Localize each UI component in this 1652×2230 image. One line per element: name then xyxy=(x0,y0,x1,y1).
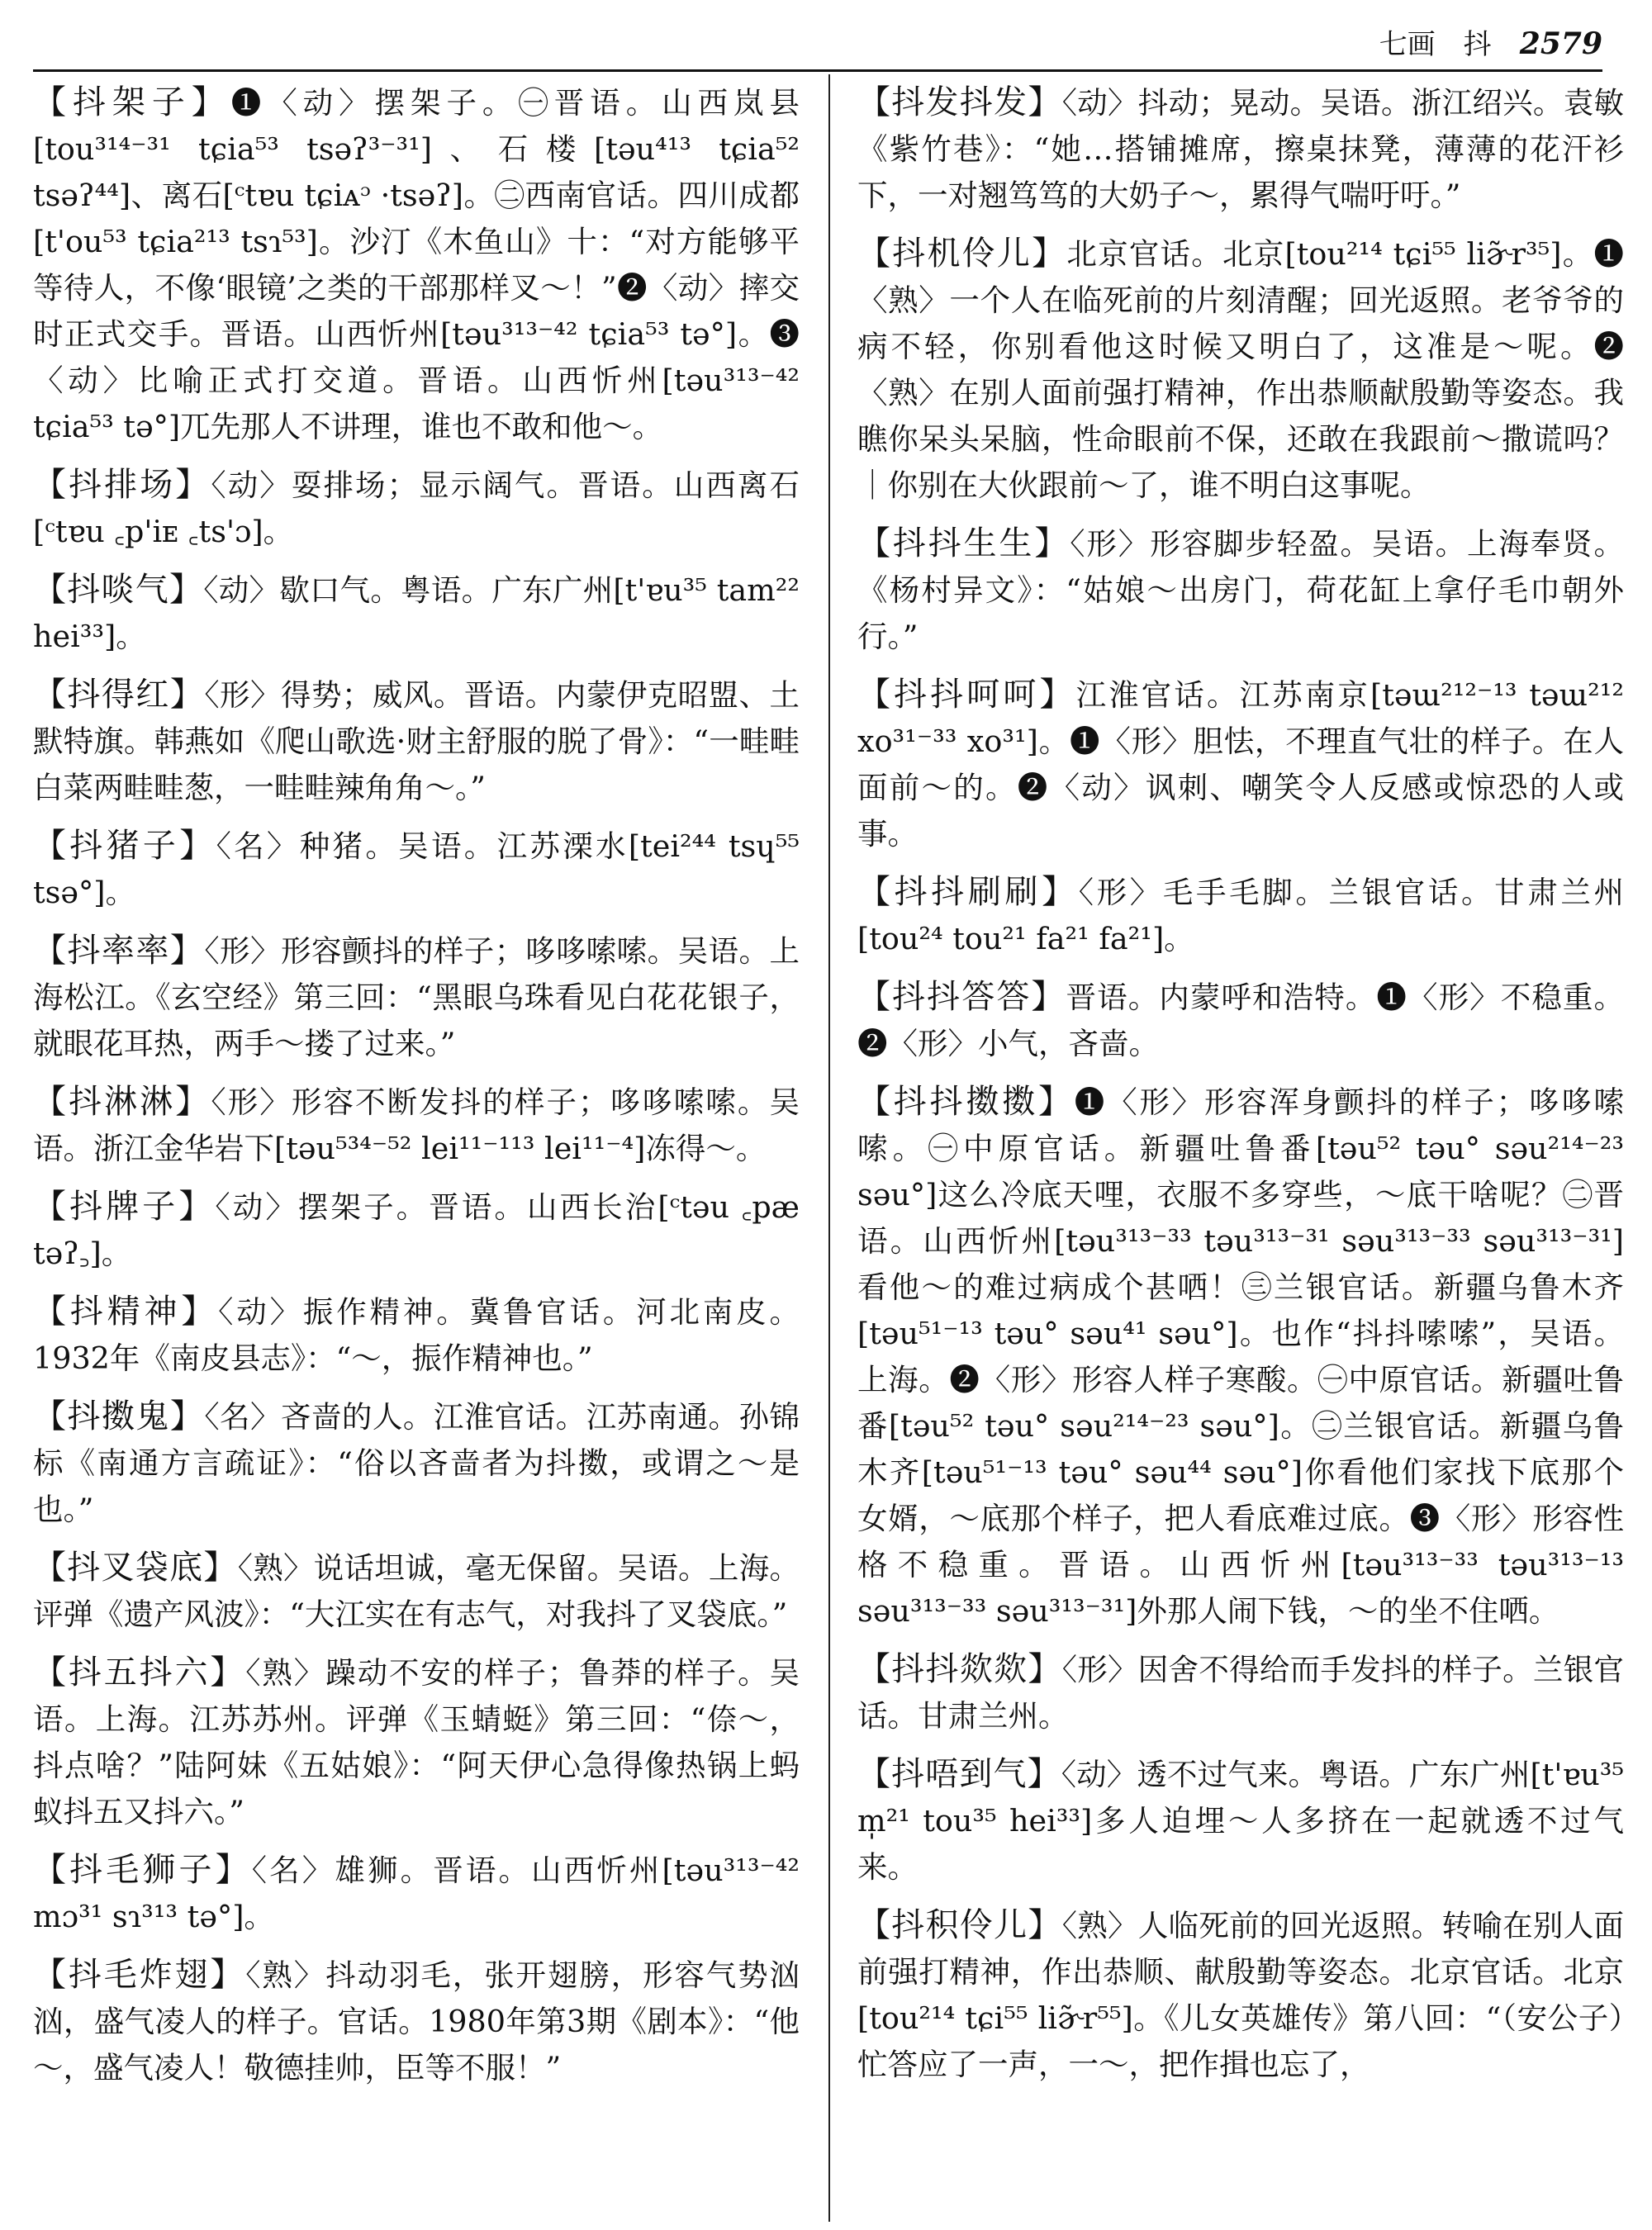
entry-headword: 【抖牌子】 xyxy=(33,1188,216,1226)
entry-definition: 〈名〉雄狮。晋语。山西忻州[təu³¹³⁻⁴² mɔ³¹ sɿ³¹³ tə°]。 xyxy=(33,1853,800,1934)
dictionary-entry xyxy=(33,823,800,916)
entry-definition: 江淮官话。江苏南京[təɯ²¹²⁻¹³ təɯ²¹² xo³¹⁻³³ xo³¹]。❶〈形〉胆怯，不理直气壮的样子。在人面前～的。❷〈动〉讽刺、嘲笑令人反感或惊恐的人或事。 xyxy=(857,677,1624,852)
entry-definition: 〈形〉形容不断发抖的样子；哆哆嗦嗦。吴语。浙江金华岩下[təu⁵³⁴⁻⁵² lei¹¹⁻¹¹³ lei¹¹⁻⁴]冻得～。 xyxy=(33,1084,800,1166)
dictionary-entry xyxy=(857,671,1624,857)
column-divider xyxy=(828,74,830,2222)
entry-headword: 【抖积伶儿】 xyxy=(857,1906,1062,1944)
dictionary-entry xyxy=(33,79,800,450)
dictionary-entry xyxy=(33,1649,800,1835)
dictionary-entry xyxy=(857,974,1624,1067)
entry-definition: 〈熟〉抖动羽毛，张开翅膀，形容气势汹汹，盛气凌人的样子。官话。1980年第3期《剧本》：“他～，盛气凌人！敬德挂帅，臣等不服！” xyxy=(33,1957,800,2085)
entry-definition: ❶〈动〉摆架子。㊀晋语。山西岚县[tou³¹⁴⁻³¹ tɕia⁵³ tsəʔ³⁻³¹]、石楼[təu⁴¹³ tɕia⁵² tsəʔ⁴⁴]、离石[ᶜtɐu tɕiᴀᵓ ·tsəʔ]。㊁西南官话。四川成都[t'ou⁵³ tɕia²¹³ tsɿ⁵³]。沙汀《木鱼山》十：“对方能够平等待人，不像‘眼镜’之类的干部那样叉～！”❷〈动〉摔交时正式交手。晋语。山西忻州[təu³¹³⁻⁴² tɕia⁵³ tə°]。❸〈动〉比喻正式打交道。晋语。山西忻州[təu³¹³⁻⁴² tɕia⁵³ tə°]兀先那人不讲理，谁也不敢和他～。 xyxy=(33,85,800,444)
dictionary-entry xyxy=(33,1184,800,1277)
entry-definition: 〈形〉得势；威风。晋语。内蒙伊克昭盟、土默特旗。韩燕如《爬山歌选·财主舒服的脱了骨》：“一畦畦白菜两畦畦葱，一畦畦辣角角～。” xyxy=(33,677,800,805)
entry-definition: 〈动〉振作精神。冀鲁官话。河北南皮。1932年《南皮县志》：“～，振作精神也。” xyxy=(33,1294,800,1376)
entry-definition: 〈动〉歇口气。粤语。广东广州[t'ɐu³⁵ tam²² hei³³]。 xyxy=(33,572,800,654)
dictionary-entry xyxy=(857,520,1624,660)
dictionary-entry xyxy=(857,1751,1624,1891)
entry-definition: 〈动〉透不过气来。粤语。广东广州[t'ɐu³⁵ m̩²¹ tou³⁵ hei³³]多人迫埋～人多挤在一起就透不过气来。 xyxy=(857,1757,1625,1885)
entry-headword: 【抖毛炸翅】 xyxy=(33,1956,246,1994)
entry-headword: 【抖啖气】 xyxy=(33,571,204,609)
entry-definition: 〈熟〉人临死前的回光返照。转喻在别人面前强打精神，作出恭顺、献殷勤等姿态。北京官话。北京[tou²¹⁴ tɕi⁵⁵ liɚ̃r⁵⁵]。《儿女英雄传》第八回：“（安公子）忙答应了一声，一～，把作揖也忘了， xyxy=(857,1908,1624,2082)
entry-headword: 【抖率率】 xyxy=(33,932,205,970)
dictionary-entry xyxy=(33,567,800,660)
entry-definition: 〈形〉因舍不得给而手发抖的样子。兰银官话。甘肃兰州。 xyxy=(857,1652,1624,1734)
entry-headword: 【抖发抖发】 xyxy=(857,83,1062,121)
entry-definition: 〈熟〉说话坦诚，毫无保留。吴语。上海。评弹《遗产风波》：“大江实在有志气，对我抖了叉袋底。” xyxy=(33,1550,800,1632)
entry-definition: ❶〈形〉形容浑身颤抖的样子；哆哆嗦嗦。㊀中原官话。新疆吐鲁番[təu⁵² təu° səu²¹⁴⁻²³ səu°]这么冷底天哩，衣服不多穿些，～底干啥呢？㊁晋语。山西忻州[təu³¹³⁻³³ təu³¹³⁻³¹ səu³¹³⁻³³ səu³¹³⁻³¹]看他～的难过病成个甚哂！㊂兰银官话。新疆乌鲁木齐[təu⁵¹⁻¹³ təu° səu⁴¹ səu°]。也作“抖抖嗦嗦”，吴语。上海。❷〈形〉形容人样子寒酸。㊀中原官话。新疆吐鲁番[təu⁵² təu° səu²¹⁴⁻²³ səu°]。㊁兰银官话。新疆乌鲁木齐[təu⁵¹⁻¹³ təu° səu⁴⁴ səu°]你看他们家找下底那个女婿，～底那个样子，把人看底难过底。❸〈形〉形容性格不稳重。晋语。山西忻州[təu³¹³⁻³³ təu³¹³⁻¹³ səu³¹³⁻³³ səu³¹³⁻³¹]外那人闹下钱，～的坐不住哂。 xyxy=(857,1084,1625,1629)
entry-definition: 〈熟〉躁动不安的样子；鲁莽的样子。吴语。上海。江苏苏州。评弹《玉蜻蜓》第三回：“倷～，抖点啥？”陆阿妹《五姑娘》：“阿天伊心急得像热锅上蚂蚁抖五又抖六。” xyxy=(33,1655,800,1829)
entry-headword: 【抖抖欻欻】 xyxy=(857,1650,1062,1688)
entry-headword: 【抖排场】 xyxy=(33,466,211,504)
section-label: 七画 xyxy=(1379,28,1436,61)
dictionary-entry xyxy=(33,1393,800,1533)
entry-headword: 【抖毛狮子】 xyxy=(33,1851,252,1889)
entry-headword: 【抖猪子】 xyxy=(33,827,216,865)
entry-headword: 【抖抖刷刷】 xyxy=(857,873,1079,911)
dictionary-entry xyxy=(33,462,800,555)
page-number: 2579 xyxy=(1519,26,1602,61)
dictionary-entry xyxy=(33,1288,800,1382)
dictionary-entry xyxy=(33,671,800,811)
entry-headword: 【抖五抖六】 xyxy=(33,1654,246,1691)
entry-headword: 【抖得红】 xyxy=(33,676,205,714)
entry-headword: 【抖架子】 xyxy=(33,83,231,121)
page-header xyxy=(50,21,1602,68)
entry-headword: 【抖抖生生】 xyxy=(857,524,1070,562)
entry-definition: 晋语。内蒙呼和浩特。❶〈形〉不稳重。❷〈形〉小气，吝啬。 xyxy=(857,980,1625,1061)
left-column xyxy=(33,79,800,2103)
entry-headword: 【抖淋淋】 xyxy=(33,1083,211,1121)
dictionary-entry xyxy=(33,1952,800,2091)
entry-headword: 【抖抖擞擞】 xyxy=(857,1083,1075,1121)
entry-headword: 【抖抖答答】 xyxy=(857,978,1066,1016)
header-rule xyxy=(33,69,1602,72)
dictionary-entry xyxy=(33,928,800,1067)
entry-definition: 〈动〉抖动；晃动。吴语。浙江绍兴。袁敏《紫竹巷》：“她…搭铺摊席，擦桌抹凳，薄薄的花汗衫下，一对翘笃笃的大奶子～，累得气喘吁吁。” xyxy=(857,85,1624,213)
entry-definition: 北京官话。北京[tou²¹⁴ tɕi⁵⁵ liɚ̃r³⁵]。❶〈熟〉一个人在临死前的片刻清醒；回光返照。老爷爷的病不轻，你别看他这时候又明白了，这准是～呢。❷〈熟〉在别人面前强打精神，作出恭顺献殷勤等姿态。我瞧你呆头呆脑，性命眼前不保，还敢在我跟前～撒谎吗？｜你别在大伙跟前～了，谁不明白这事呢。 xyxy=(857,236,1624,503)
dictionary-entry xyxy=(33,1847,800,1940)
dictionary-entry xyxy=(33,1544,800,1638)
entry-headword: 【抖抖呵呵】 xyxy=(857,676,1076,714)
dictionary-entry xyxy=(857,1079,1624,1635)
entry-headword: 【抖精神】 xyxy=(33,1293,219,1331)
header-character: 抖 xyxy=(1463,28,1492,61)
entry-definition: 〈形〉形容颤抖的样子；哆哆嗦嗦。吴语。上海松江。《玄空经》第三回：“黑眼乌珠看见白花花银子，就眼花耳热，两手～搂了过来。” xyxy=(33,933,800,1061)
entry-headword: 【抖擞鬼】 xyxy=(33,1397,205,1435)
right-column xyxy=(857,79,1624,2100)
dictionary-entry xyxy=(33,1079,800,1172)
dictionary-entry xyxy=(857,230,1624,509)
entry-definition: 〈名〉种猪。吴语。江苏溧水[tei²⁴⁴ tsɥ⁵⁵ tsə°]。 xyxy=(33,828,800,910)
dictionary-entry xyxy=(857,1646,1624,1739)
entry-headword: 【抖唔到气】 xyxy=(857,1755,1061,1793)
entry-definition: 〈形〉毛手毛脚。兰银官话。甘肃兰州[tou²⁴ tou²¹ fa²¹ fa²¹]。 xyxy=(857,875,1624,956)
dictionary-entry xyxy=(857,79,1624,219)
dictionary-entry xyxy=(857,1902,1624,2088)
entry-definition: 〈动〉耍排场；显示阔气。晋语。山西离石[ᶜtɐu ꜀p'iᴇ ꜀ts'ɔ]。 xyxy=(33,467,800,549)
entry-definition: 〈名〉吝啬的人。江淮官话。江苏南通。孙锦标《南通方言疏证》：“俗以吝啬者为抖擞，或谓之～是也。” xyxy=(33,1399,800,1527)
entry-headword: 【抖机伶儿】 xyxy=(857,235,1067,273)
dictionary-entry xyxy=(857,869,1624,962)
entry-definition: 〈动〉摆架子。晋语。山西长治[ᶜtəu ꜀pæ təʔ꜆]。 xyxy=(33,1189,800,1271)
entry-definition: 〈形〉形容脚步轻盈。吴语。上海奉贤。《杨村异文》：“姑娘～出房门，荷花缸上拿仔毛巾朝外行。” xyxy=(857,526,1625,654)
entry-headword: 【抖叉袋底】 xyxy=(33,1549,238,1587)
